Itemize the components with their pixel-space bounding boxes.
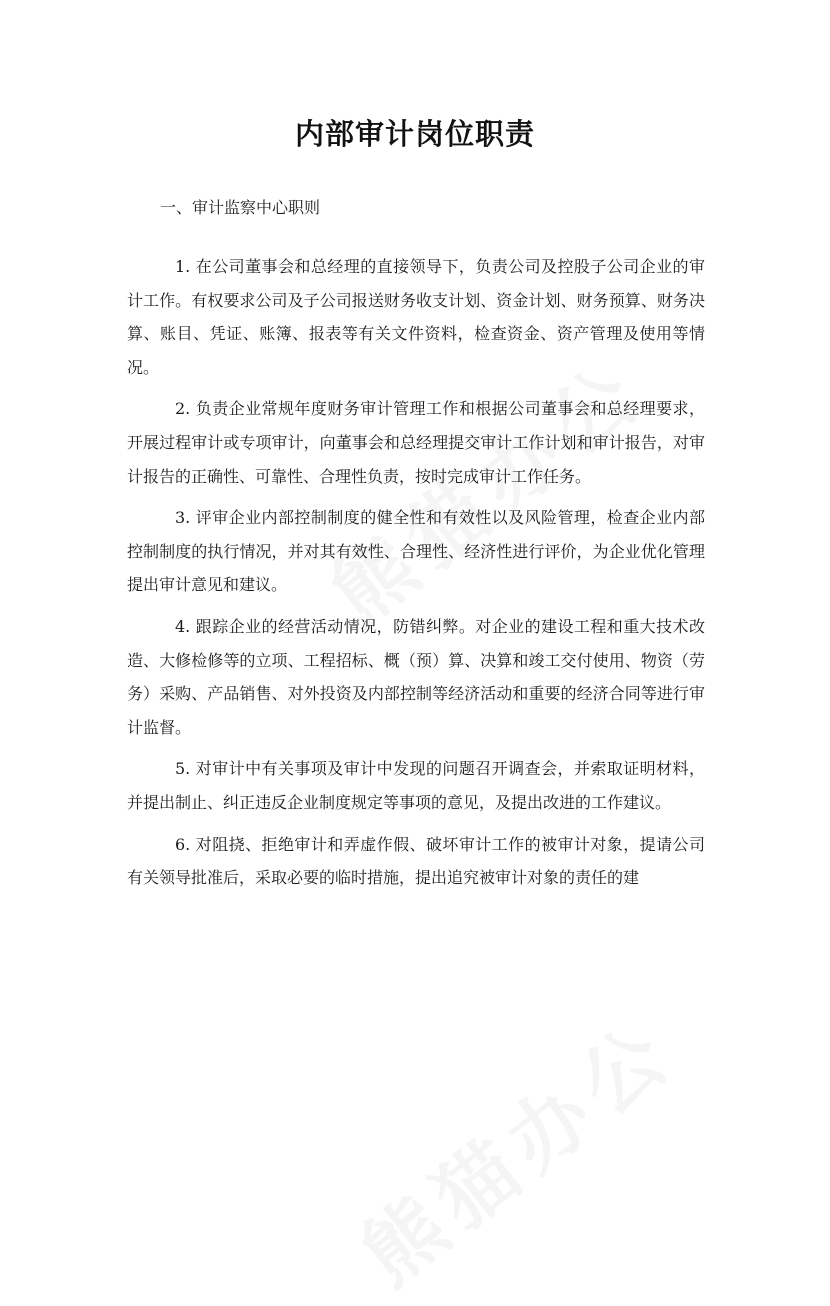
- document-body: [127, 250, 705, 903]
- paragraph-4: 4. 跟踪企业的经营活动情况，防错纠弊。对企业的建设工程和重大技术改造、大修检修等的立项、工程招标、概（预）算、决算和竣工交付使用、物资（劳务）采购、产品销售、对外投资及内部控制等经济活动和重要的经济合同等进行审计监督。: [127, 616, 705, 737]
- paragraph-5: 5. 对审计中有关事项及审计中发现的问题召开调查会，并索取证明材料，并提出制止、纠正违反企业制度规定等事项的意见，及提出改进的工作建议。: [127, 759, 705, 812]
- section-heading: 一、审计监察中心职则: [160, 198, 321, 217]
- paragraph-1: 1. 在公司董事会和总经理的直接领导下，负责公司及控股子公司企业的审计工作。有权要求公司及子公司报送财务收支计划、资金计划、财务预算、财务决算、账目、凭证、账簿、报表等有关文件资料，检查资金、资产管理及使用等情况。: [127, 257, 705, 377]
- watermark-bottom: [334, 989, 695, 1306]
- paragraph-3: 3. 评审企业内部控制制度的健全性和有效性以及风险管理，检查企业内部控制制度的执行情况，并对其有效性、合理性、经济性进行评价，为企业优化管理提出审计意见和建议。: [127, 508, 705, 595]
- paragraph-6: 6. 对阻挠、拒绝审计和弄虚作假、破坏审计工作的被审计对象，提请公司有关领导批准后，采取必要的临时措施，提出追究被审计对象的责任的建: [127, 834, 705, 888]
- document-title: 内部审计岗位职责: [294, 117, 535, 151]
- paragraph-2: 2. 负责企业常规年度财务审计管理工作和根据公司董事会和总经理要求，开展过程审计或专项审计，向董事会和总经理提交审计工作计划和审计报告，对审计报告的正确性、可靠性、合理性负责，按时完成审计工作任务。: [127, 399, 705, 486]
